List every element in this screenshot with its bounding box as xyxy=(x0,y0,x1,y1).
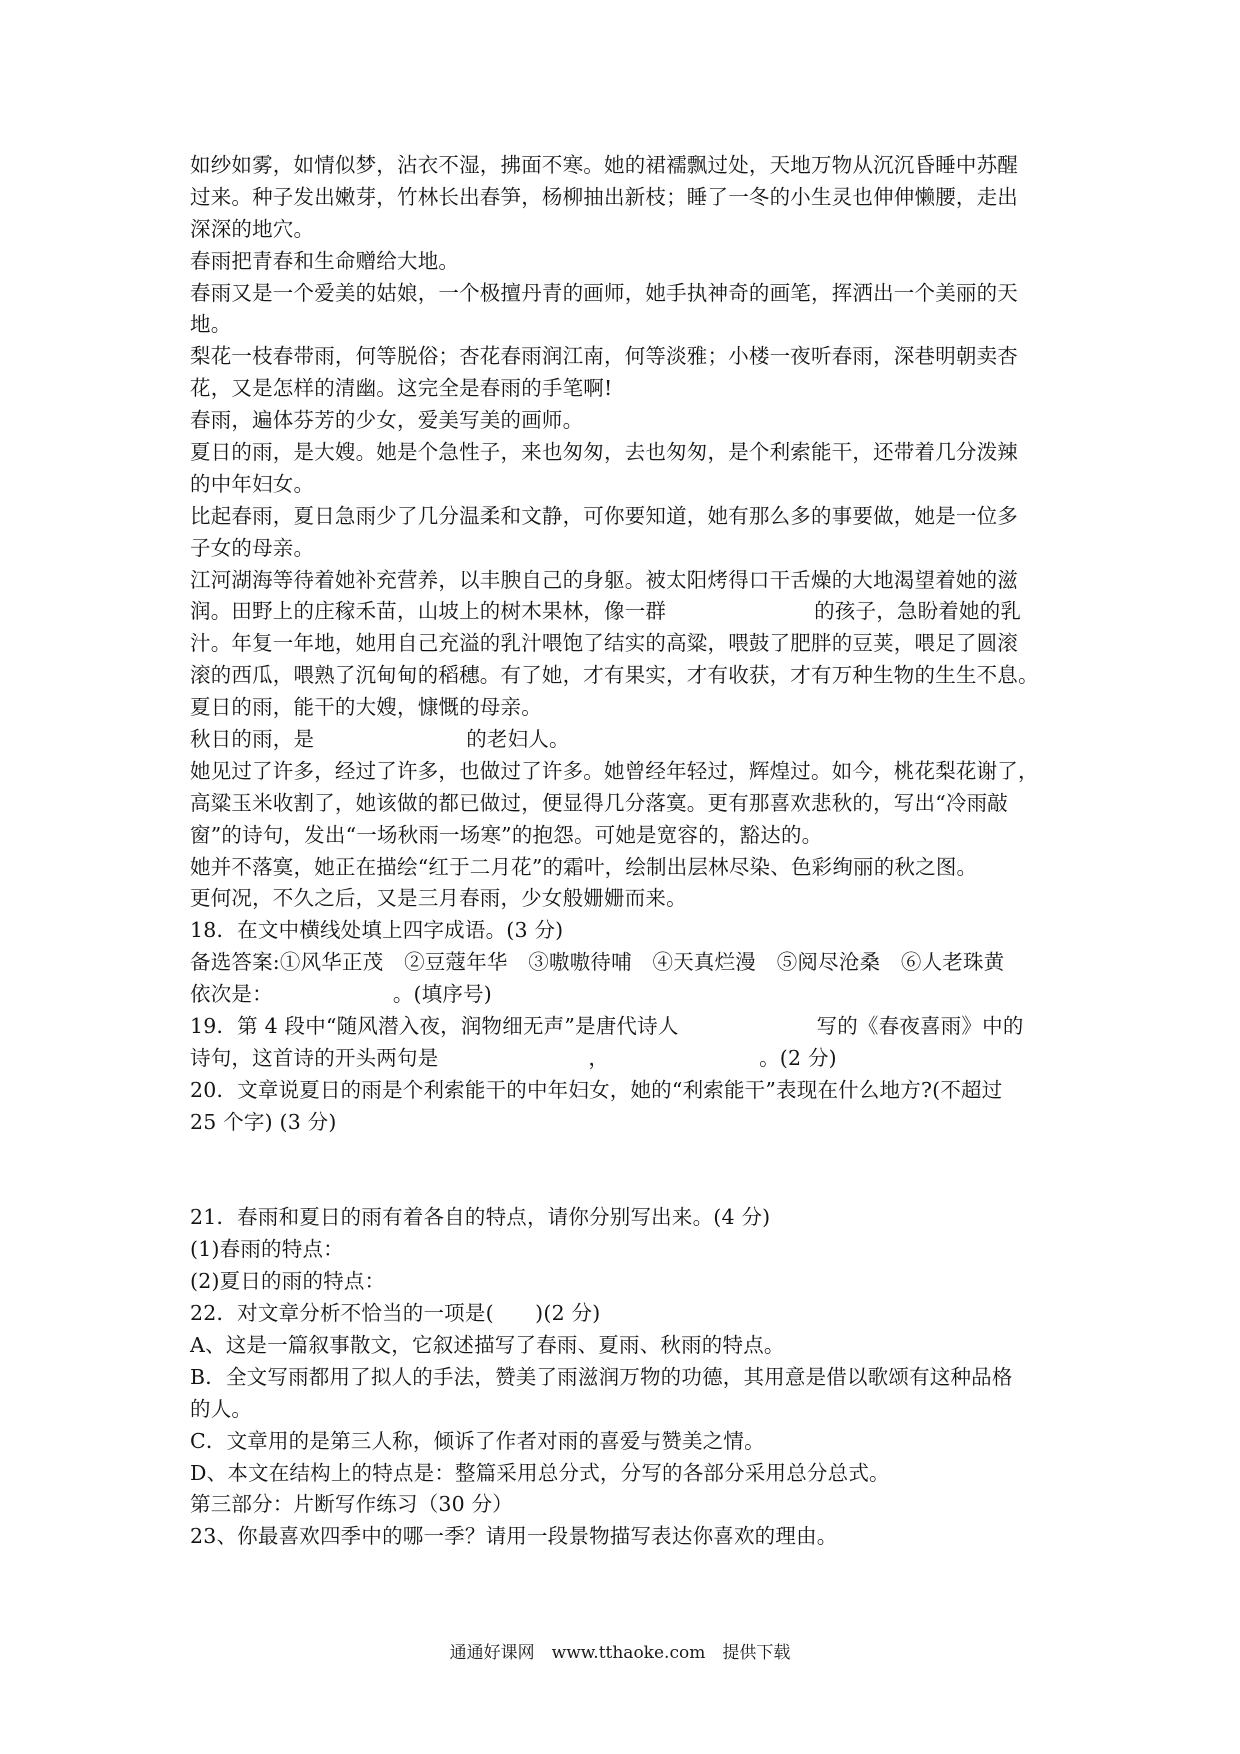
passage-text: 的老妇人。 xyxy=(466,727,570,752)
passage-text: 润。田野上的庄稼禾苗，山坡上的树木果林，像一群 xyxy=(190,599,667,624)
passage-line: 夏日的雨，是大嫂。她是个急性子，来也匆匆，去也匆匆，是个利索能干，还带着几分泼辣 xyxy=(190,440,1018,465)
passage-line-with-blank xyxy=(190,596,1070,628)
question-22-option: B．全文写雨都用了拟人的手法，赞美了雨滋润万物的功德，其用意是借以歌颂有这种品格 xyxy=(190,1364,1013,1389)
passage-line: 高粱玉米收割了，她该做的都已做过，便显得几分落寞。更有那喜欢悲秋的，写出“冷雨敲 xyxy=(190,790,1008,815)
question-text: 诗句，这首诗的开头两句是 xyxy=(190,1045,439,1070)
question-20: 20．文章说夏日的雨是个利索能干的中年妇女，她的“利索能干”表现在什么地方?(不超过 xyxy=(190,1077,1003,1102)
question-text: 。(填序号) xyxy=(392,982,493,1007)
question-text: 依次是： xyxy=(190,982,273,1007)
question-22: 22．对文章分析不恰当的一项是( )(2 分) xyxy=(190,1301,601,1326)
question-22-option: D、本文在结构上的特点是：整篇采用总分式，分写的各部分采用总分总式。 xyxy=(190,1460,890,1485)
passage-line: 她并不落寞，她正在描绘“红于二月花”的霜叶，绘制出层林尽染、色彩绚丽的秋之图。 xyxy=(190,854,978,879)
question-22-option: C．文章用的是第三人称，倾诉了作者对雨的喜爱与赞美之情。 xyxy=(190,1428,765,1453)
passage-line: 花，又是怎样的清幽。这完全是春雨的手笔啊! xyxy=(190,376,613,401)
passage-line: 子女的母亲。 xyxy=(190,535,315,560)
document-body xyxy=(190,150,1070,1553)
passage-line-with-blank xyxy=(190,724,1070,756)
passage-line: 深深的地穴。 xyxy=(190,216,315,241)
passage-text: 秋日的雨，是 xyxy=(190,727,315,752)
question-23: 23、你最喜欢四季中的哪一季？请用一段景物描写表达你喜欢的理由。 xyxy=(190,1524,838,1549)
question-text: 。(2 分) xyxy=(759,1045,837,1070)
passage-line: 滚的西瓜，喂熟了沉甸甸的稻穗。有了她，才有果实，才有收获，才有万种生物的生生不息。 xyxy=(190,663,1039,688)
passage-line: 地。 xyxy=(190,312,232,337)
passage-line: 春雨又是一个爱美的姑娘，一个极擅丹青的画师，她手执神奇的画笔，挥洒出一个美丽的天 xyxy=(190,280,1018,305)
passage-line: 如纱如雾，如情似梦，沾衣不湿，拂面不寒。她的裙襦飘过处，天地万物从沉沉昏睡中苏醒 xyxy=(190,153,1018,177)
page-footer: 通通好课网 www.tthaoke.com 提供下载 xyxy=(449,1643,791,1663)
passage-line: 比起春雨，夏日急雨少了几分温柔和文静，可你要知道，她有那么多的事要做，她是一位多 xyxy=(190,503,1018,528)
question-20-line-2: 25 个字) (3 分) xyxy=(190,1109,337,1134)
question-18-answer xyxy=(190,979,1070,1011)
question-21-sub-1: (1)春雨的特点： xyxy=(190,1237,344,1262)
passage-line: 春雨把青春和生命赠给大地。 xyxy=(190,248,460,273)
question-18: 18．在文中横线处填上四字成语。(3 分) xyxy=(190,918,564,943)
passage-line: 江河湖海等待着她补充营养，以丰腴自己的身躯。被太阳烤得口干舌燥的大地渴望着她的滋 xyxy=(190,567,1018,592)
question-text: 19．第 4 段中“随风潜入夜，润物细无声”是唐代诗人 xyxy=(190,1014,679,1039)
passage-line: 的中年妇女。 xyxy=(190,471,315,496)
passage-text: 的孩子，急盼着她的乳 xyxy=(814,599,1022,624)
passage-line: 夏日的雨，能干的大嫂，慷慨的母亲。 xyxy=(190,695,542,720)
passage-line: 春雨，遍体芬芳的少女，爱美写美的画师。 xyxy=(190,408,584,433)
passage-line: 她见过了许多，经过了许多，也做过了许多。她曾经年轻过，辉煌过。如今，桃花梨花谢了， xyxy=(190,758,1039,783)
question-19-line-2 xyxy=(190,1043,1070,1075)
question-21-sub-2: (2)夏日的雨的特点： xyxy=(190,1269,386,1294)
passage-line: 更何况，不久之后，又是三月春雨，少女般姗姗而来。 xyxy=(190,886,687,911)
question-text: 写的《春夜喜雨》中的 xyxy=(816,1014,1024,1039)
question-22-option: A、这是一篇叙事散文，它叙述描写了春雨、夏雨、秋雨的特点。 xyxy=(190,1332,785,1357)
question-19 xyxy=(190,1011,1070,1043)
answer-space[interactable] xyxy=(190,1139,1070,1203)
passage-line: 汁。年复一年地，她用自己充溢的乳汁喂饱了结实的高粱，喂鼓了肥胖的豆荚，喂足了圆滚 xyxy=(190,631,1018,656)
passage-line: 过来。种子发出嫩芽，竹林长出春笋，杨柳抽出新枝；睡了一冬的小生灵也伸伸懒腰，走出 xyxy=(190,184,1018,209)
section-heading-part-3: 第三部分：片断写作练习（30 分） xyxy=(190,1492,514,1517)
passage-line: 窗”的诗句，发出“一场秋雨一场寒”的抱怨。可她是宽容的，豁达的。 xyxy=(190,822,823,847)
passage-line: 梨花一枝春带雨，何等脱俗；杏花春雨润江南，何等淡雅；小楼一夜听春雨，深巷明朝卖杏 xyxy=(190,344,1018,369)
question-22-option: 的人。 xyxy=(190,1396,253,1421)
question-21: 21．春雨和夏日的雨有着各自的特点，请你分别写出来。(4 分) xyxy=(190,1205,771,1230)
question-18-options: 备选答案:①风华正茂 ②豆蔻年华 ③嗷嗷待哺 ④天真烂漫 ⑤阅尽沧桑 ⑥人老珠黄 xyxy=(190,950,1005,975)
question-text: ， xyxy=(588,1045,610,1070)
